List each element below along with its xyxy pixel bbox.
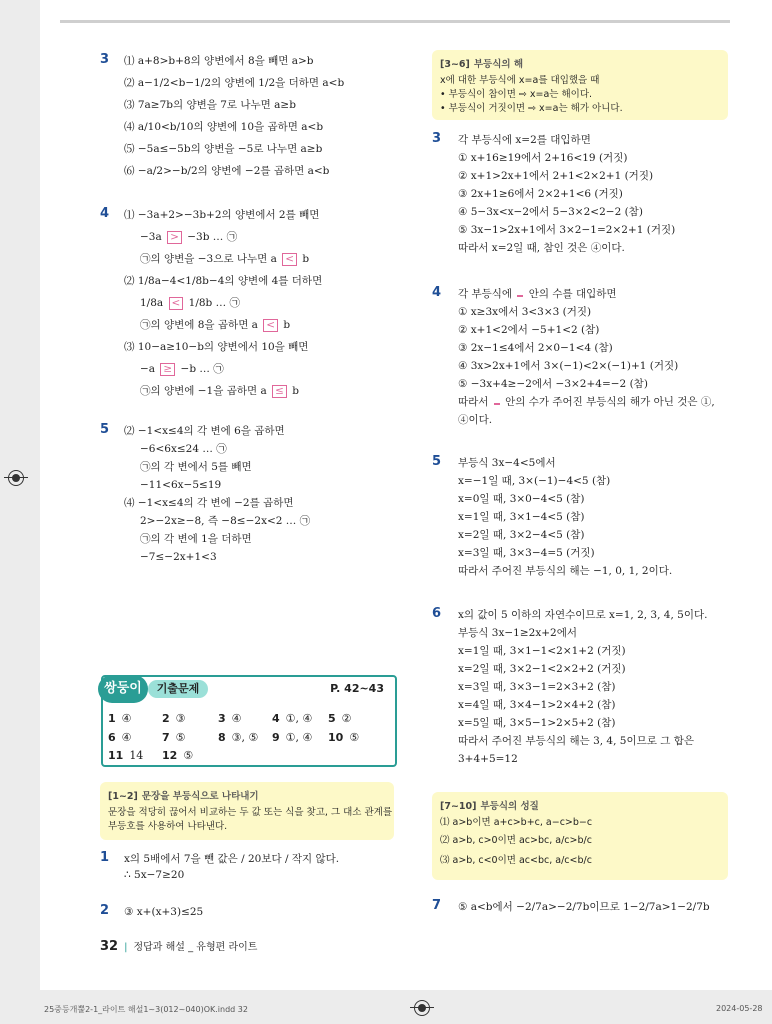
solution-line: ④이다.	[458, 414, 493, 426]
solution-line: 부등식 3x−4<5에서	[458, 457, 556, 469]
tip-title: 부등식의 해	[473, 59, 524, 70]
tip-tag: [1~2]	[108, 791, 138, 802]
answer-number: 2	[162, 712, 170, 725]
question-number: 5	[100, 422, 110, 437]
question-number: 5	[432, 454, 442, 469]
solution-line: x=2일 때, 3×2−4<5 (참)	[458, 529, 585, 541]
solution-line: ㉠의 각 변에 1을 더하면	[140, 533, 252, 545]
solution-line: ① x≥3x에서 3<3×3 (거짓)	[458, 306, 592, 318]
answer-number: 6	[108, 731, 116, 744]
print-date: 2024-05-28	[716, 1004, 763, 1013]
answer-item	[108, 712, 132, 725]
question-number: 6	[432, 606, 442, 621]
answer-box: ≥	[160, 363, 175, 376]
registration-mark-icon	[414, 1000, 430, 1016]
question-number: 4	[100, 206, 110, 221]
question-number: 7	[432, 898, 442, 913]
solution-line: 1/8a < 1/8b … ㉠	[140, 297, 240, 309]
solution-line: x=1일 때, 3×1−1<2×1+2 (거짓)	[458, 645, 626, 657]
answer-number: 4	[272, 712, 280, 725]
answer-value: ③, ⑤	[231, 731, 259, 744]
answer-item	[272, 712, 312, 725]
solution-line: ⑶ 7a≥7b의 양변을 7로 나누면 a≥b	[124, 99, 296, 111]
answer-value: ④	[121, 731, 132, 744]
solution-line: 따라서 x=2일 때, 참인 것은 ④이다.	[458, 242, 625, 254]
solution-line: ⑷ a/10<b/10의 양변에 10을 곱하면 a<b	[124, 121, 324, 133]
answer-item	[328, 712, 352, 725]
answer-value: ④	[121, 712, 132, 725]
solution-line: ⑴ a+8>b+8의 양변에서 8을 빼면 a>b	[124, 55, 314, 67]
answer-value: ①, ④	[285, 731, 313, 744]
answer-item	[162, 731, 186, 744]
answer-item	[108, 749, 143, 762]
answer-item	[218, 712, 242, 725]
answer-value: ⑤	[183, 749, 194, 762]
answer-number: 12	[162, 749, 178, 762]
answer-value: ③	[175, 712, 186, 725]
answer-number: 11	[108, 749, 124, 762]
question-number: 4	[432, 285, 442, 300]
solution-line: 따라서 주어진 부등식의 해는 −1, 0, 1, 2이다.	[458, 565, 673, 577]
solution-line: ① x+16≥19에서 2+16<19 (거짓)	[458, 152, 628, 164]
solution-line: 각 부등식에 x=2를 대입하면	[458, 134, 591, 146]
solution-line: ④ 5−3x<x−2에서 5−3×2<2−2 (참)	[458, 206, 643, 218]
tip-line: 문장을 적당히 끊어서 비교하는 두 값 또는 식을 찾고, 그 대소 관계를	[108, 807, 393, 818]
question-number: 1	[100, 850, 110, 865]
tip-line: 부등호를 사용하여 나타낸다.	[108, 821, 228, 832]
solution-line: ② x+1>2x+1에서 2+1<2×2+1 (거짓)	[458, 170, 654, 182]
solution-line: −6<6x≤24 … ㉠	[140, 443, 227, 455]
tip-tag: [7~10]	[440, 801, 477, 812]
answer-header	[98, 675, 394, 703]
tip-box-7-10	[432, 792, 728, 880]
tip-line: ⑴ a>b이면 a+c>b+c, a−c>b−c	[440, 817, 593, 828]
solution-line: x=0일 때, 3×0−4<5 (참)	[458, 493, 585, 505]
footer-title: 정답과 해설 _ 유형편 라이트	[133, 942, 258, 953]
answer-number: 7	[162, 731, 170, 744]
print-file-info: 25중등개뿔2-1_라이트 해설1~3(012~040)OK.indd 32	[44, 1005, 248, 1014]
answer-item	[272, 731, 312, 744]
answer-item	[162, 749, 193, 762]
solution-line: 각 부등식에 안의 수를 대입하면	[458, 288, 617, 300]
solution-line: ⑹ −a/2>−b/2의 양변에 −2를 곱하면 a<b	[124, 165, 330, 177]
tip-line: • 부등식이 참이면 ⇨ x=a는 해이다.	[440, 89, 593, 100]
solution-line: ⑵ 1/8a−4<1/8b−4의 양변에 4를 더하면	[124, 275, 323, 287]
answer-badge: 쌍둥이	[98, 675, 148, 703]
question-number: 3	[432, 131, 442, 146]
answer-value: ④	[231, 712, 242, 725]
answer-number: 3	[218, 712, 226, 725]
solution-line: ⑤ −3x+4≥−2에서 −3×2+4=−2 (참)	[458, 378, 648, 390]
registration-mark-icon	[8, 470, 24, 486]
answer-number: 1	[108, 712, 116, 725]
solution-line: ⑤ 3x−1>2x+1에서 3×2−1=2×2+1 (거짓)	[458, 224, 676, 236]
solution-line: 2>−2x≥−8, 즉 −8≤−2x<2 … ㉠	[140, 515, 311, 527]
solution-line: ⑸ −5a≤−5b의 양변을 −5로 나누면 a≥b	[124, 143, 323, 155]
tip-box-1-2	[100, 782, 394, 840]
solution-line: −a ≥ −b … ㉠	[140, 363, 224, 375]
solution-line: ③ 2x−1≤4에서 2×0−1<4 (참)	[458, 342, 613, 354]
answer-value: ⑤	[175, 731, 186, 744]
solution-line: x=3일 때, 3×3−4=5 (거짓)	[458, 547, 595, 559]
answer-box: >	[167, 231, 182, 244]
answer-box: <	[263, 319, 278, 332]
solution-line: ⑷ −1<x≤4의 각 변에 −2를 곱하면	[124, 497, 294, 509]
answer-box: ≤	[272, 385, 287, 398]
answer-item	[162, 712, 186, 725]
solution-line: x=4일 때, 3×4−1>2×4+2 (참)	[458, 699, 616, 711]
answer-value: ①, ④	[285, 712, 313, 725]
answer-pages: P. 42~43	[330, 682, 384, 695]
solution-line: −11<6x−5≤19	[140, 479, 222, 491]
solution-line: x=5일 때, 3×5−1>2×5+2 (참)	[458, 717, 616, 729]
tip-title: 문장을 부등식으로 나타내기	[141, 791, 259, 802]
solution-line: ④ 3x>2x+1에서 3×(−1)<2×(−1)+1 (거짓)	[458, 360, 679, 372]
tip-line: ⑵ a>b, c>0이면 ac>bc, a/c>b/c	[440, 835, 592, 846]
tip-tag: [3~6]	[440, 59, 470, 70]
answer-box: <	[282, 253, 297, 266]
tip-line: • 부등식이 거짓이면 ⇨ x=a는 해가 아니다.	[440, 103, 623, 114]
solution-line: ③ x+(x+3)≤25	[124, 906, 204, 918]
answer-value: ②	[341, 712, 352, 725]
solution-line: ② x+1<2에서 −5+1<2 (참)	[458, 324, 600, 336]
answer-label: 기출문제	[148, 680, 208, 698]
solution-line: −7≤−2x+1<3	[140, 551, 217, 563]
tip-line: x에 대한 부등식에 x=a를 대입했을 때	[440, 75, 600, 86]
question-number: 2	[100, 903, 110, 918]
answer-value: 14	[129, 749, 144, 762]
solution-line: x=−1일 때, 3×(−1)−4<5 (참)	[458, 475, 611, 487]
answer-item	[108, 731, 132, 744]
top-rule	[60, 20, 730, 23]
page-footer	[100, 938, 257, 954]
solution-line: ⑤ a<b에서 −2/7a>−2/7b이므로 1−2/7a>1−2/7b	[458, 901, 710, 913]
answer-number: 10	[328, 731, 344, 744]
solution-line: 따라서 안의 수가 주어진 부등식의 해가 아닌 것은 ①,	[458, 396, 715, 408]
solution-line: ③ 2x+1≥6에서 2×2+1<6 (거짓)	[458, 188, 623, 200]
footer-divider: |	[124, 942, 128, 953]
solution-line: ㉠의 각 변에서 5를 빼면	[140, 461, 252, 473]
solution-line: x=1일 때, 3×1−4<5 (참)	[458, 511, 585, 523]
answer-box	[517, 295, 523, 297]
solution-line: ⑴ −3a+2>−3b+2의 양변에서 2를 빼면	[124, 209, 320, 221]
answer-box	[494, 403, 500, 405]
solution-line: −3a > −3b … ㉠	[140, 231, 238, 243]
solution-line: ㉠의 양변에 −1을 곱하면 a ≤ b	[140, 385, 299, 397]
question-number: 3	[100, 52, 110, 67]
answer-item	[328, 731, 359, 744]
tip-line: ⑶ a>b, c<0이면 ac<bc, a/c<b/c	[440, 855, 592, 866]
solution-line: ⑶ 10−a≥10−b의 양변에서 10을 빼면	[124, 341, 309, 353]
solution-line: ⑵ −1<x≤4의 각 변에 6을 곱하면	[124, 425, 285, 437]
tip-title: 부등식의 성질	[480, 801, 539, 812]
tip-box-3-6	[432, 50, 728, 120]
answer-value: ⑤	[349, 731, 360, 744]
answer-item	[218, 731, 258, 744]
answer-number: 9	[272, 731, 280, 744]
answer-number: 8	[218, 731, 226, 744]
answer-number: 5	[328, 712, 336, 725]
solution-line: x=2일 때, 3×2−1<2×2+2 (거짓)	[458, 663, 626, 675]
solution-line: ∴ 5x−7≥20	[124, 869, 185, 881]
solution-line: ㉠의 양변에 8을 곱하면 a < b	[140, 319, 291, 331]
solution-line: ㉠의 양변을 −3으로 나누면 a < b	[140, 253, 310, 265]
solution-line: 3+4+5=12	[458, 753, 518, 765]
solution-line: ⑵ a−1/2<b−1/2의 양변에 1/2을 더하면 a<b	[124, 77, 345, 89]
solution-line: 따라서 주어진 부등식의 해는 3, 4, 5이므로 그 합은	[458, 735, 694, 747]
page-number: 32	[100, 939, 119, 954]
solution-line: x의 값이 5 이하의 자연수이므로 x=1, 2, 3, 4, 5이다.	[458, 609, 708, 621]
solution-line: 부등식 3x−1≥2x+2에서	[458, 627, 578, 639]
answer-box: <	[169, 297, 184, 310]
solution-line: x=3일 때, 3×3−1=2×3+2 (참)	[458, 681, 616, 693]
solution-line: x의 5배에서 7을 뺀 값은 / 20보다 / 작지 않다.	[124, 853, 340, 865]
